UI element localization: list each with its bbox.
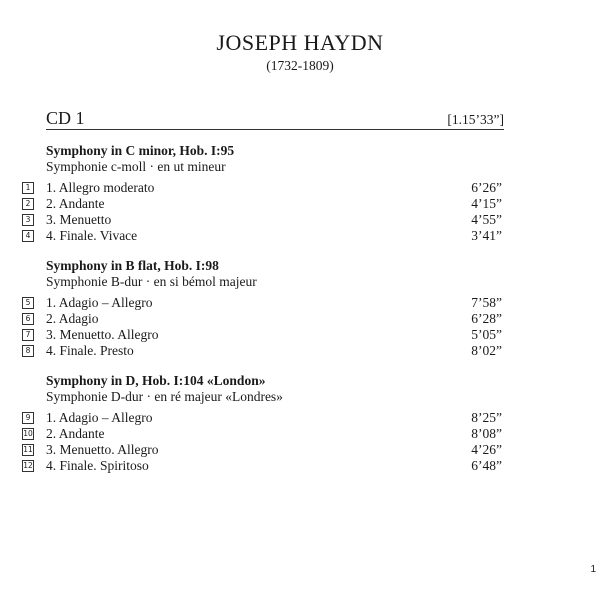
composer-dates: (1732-1809): [266, 58, 334, 73]
track-number-box: 8: [22, 345, 34, 357]
track-number-box: 5: [22, 297, 34, 309]
work-subtitle: Symphonie B-dur · en si bémol majeur: [46, 274, 257, 289]
track-number-box: 3: [22, 214, 34, 226]
track-title: 1. Allegro moderato: [46, 180, 155, 195]
track-row: [0, 426, 600, 442]
track-title: 4. Finale. Vivace: [46, 228, 138, 243]
track-title: 3. Menuetto. Allegro: [46, 442, 159, 457]
track-duration: 4’55”: [471, 212, 502, 227]
cd-divider: [46, 129, 504, 130]
track-number-box: 10: [23, 429, 33, 438]
track-duration: 6’28”: [471, 311, 502, 326]
track-row: [0, 410, 600, 426]
track-number-box: 11: [23, 445, 33, 454]
work-title: Symphony in C minor, Hob. I:95: [46, 143, 235, 158]
track-duration: 7’58”: [471, 295, 502, 310]
track-number-box: 9: [22, 412, 34, 424]
track-row: [0, 442, 600, 458]
track-duration: 6’26”: [471, 180, 502, 195]
track-number-box: 6: [22, 313, 34, 325]
track-number-box: 2: [22, 198, 34, 210]
track-row: [0, 458, 600, 474]
track-duration: 8’25”: [471, 410, 502, 425]
composer-name: JOSEPH HAYDN: [216, 30, 384, 55]
track-row: [0, 295, 600, 311]
track-title: 2. Andante: [46, 426, 105, 441]
track-duration: 8’08”: [471, 426, 502, 441]
track-row: [0, 327, 600, 343]
track-title: 3. Menuetto. Allegro: [46, 327, 159, 342]
track-number-box: 12: [23, 461, 33, 470]
track-title: 1. Adagio – Allegro: [46, 295, 153, 310]
cd-header: [46, 108, 504, 130]
track-duration: 4’26”: [471, 442, 502, 457]
cd-total-duration: [1.15’33”]: [447, 112, 504, 127]
track-row: [0, 180, 600, 196]
track-duration: 6’48”: [471, 458, 502, 473]
track-row: [0, 343, 600, 359]
track-duration: 3’41”: [471, 228, 502, 243]
work-title: Symphony in D, Hob. I:104 «London»: [46, 373, 266, 388]
track-title: 4. Finale. Spiritoso: [46, 458, 149, 473]
work-subtitle: Symphonie c-moll · en ut mineur: [46, 159, 226, 174]
cd-title: CD 1: [46, 108, 85, 128]
track-number-box: 4: [22, 230, 34, 242]
work-title: Symphony in B flat, Hob. I:98: [46, 258, 219, 273]
track-number-box: 7: [22, 329, 34, 341]
track-row: [0, 196, 600, 212]
track-title: 1. Adagio – Allegro: [46, 410, 153, 425]
track-title: 2. Adagio: [46, 311, 99, 326]
track-row: [0, 212, 600, 228]
track-duration: 5’05”: [471, 327, 502, 342]
track-title: 2. Andante: [46, 196, 105, 211]
track-row: [0, 311, 600, 327]
track-title: 3. Menuetto: [46, 212, 112, 227]
track-duration: 4’15”: [471, 196, 502, 211]
track-row: [0, 228, 600, 244]
track-duration: 8’02”: [471, 343, 502, 358]
track-number-box: 1: [22, 182, 34, 194]
page-number: 1: [590, 564, 596, 575]
track-title: 4. Finale. Presto: [46, 343, 134, 358]
work-subtitle: Symphonie D-dur · en ré majeur «Londres»: [46, 389, 283, 404]
